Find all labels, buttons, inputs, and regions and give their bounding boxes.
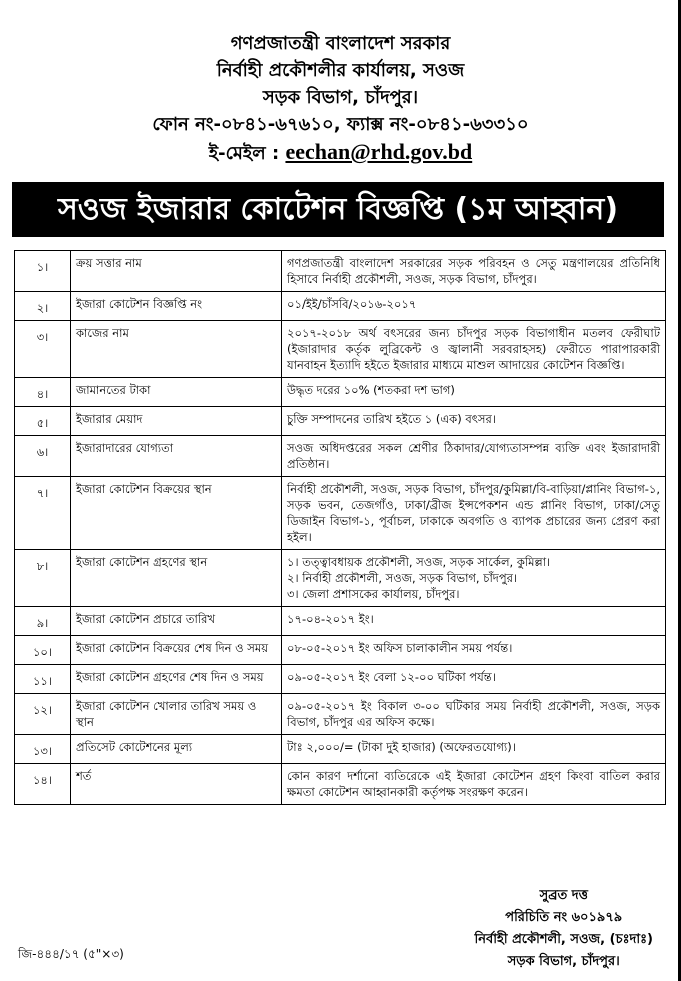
row-value-line: ১। তত্ত্বাবধায়ক প্রকৌশলী, সওজ, সড়ক সার্কেল, কুমিল্লা। [287, 555, 551, 569]
row-value: কোন কারণ দর্শানো ব্যতিরেকে এই ইজারা কোটেশন গ্রহণ কিংবা বাতিল করার ক্ষমতা কোটেশন আহ্বানকারী কর্তৃপক্ষ সংরক্ষণ করেন। [282, 764, 666, 805]
table-row [15, 636, 666, 665]
notice-table [14, 250, 666, 805]
office-name: নির্বাহী প্রকৌশলীর কার্যালয়, সওজ [216, 60, 465, 81]
table-row [15, 378, 666, 407]
row-number: ১২। [15, 694, 71, 735]
row-value: ০৮-০৫-২০১৭ ইং অফিস চালাকালীন সময় পর্যন্ত। [282, 636, 666, 665]
row-number: ১। [15, 251, 71, 292]
row-value-line: ৩। জেলা প্রশাসকের কার্যালয়, চাঁদপুর। [287, 587, 460, 601]
division-name: সড়ক বিভাগ, চাঁদপুর। [262, 87, 419, 108]
row-label: ইজারাদারের যোগ্যতা [71, 436, 282, 477]
signatory-id: পরিচিতি নং ৬০১৯৭৯ [505, 910, 623, 925]
table-row [15, 665, 666, 694]
row-number: ২। [15, 292, 71, 321]
email-line [0, 138, 681, 167]
row-number: ১১। [15, 665, 71, 694]
table-row [15, 550, 666, 607]
table-row [15, 436, 666, 477]
row-value: গণপ্রজাতন্ত্রী বাংলাদেশ সরকারের সড়ক পরিবহন ও সেতু মন্ত্রণালয়ের প্রতিনিধি হিসাবে নির্বাহী প্রকৌশলী, সওজ, সড়ক বিভাগ, চাঁদপুর। [282, 251, 666, 292]
row-label: ইজারা কোটেশন খোলার তারিখ সময় ও স্থান [71, 694, 282, 735]
row-value [282, 550, 666, 607]
row-label: ইজারা কোটেশন গ্রহণের স্থান [71, 550, 282, 607]
row-value: ০৯-০৫-২০১৭ ইং বেলা ১২-০০ ঘটিকা পর্যন্ত। [282, 665, 666, 694]
row-number: ৩। [15, 321, 71, 378]
row-value: উদ্ধৃত দরের ১০% (শতকরা দশ ভাগ) [282, 378, 666, 407]
row-number: ৯। [15, 607, 71, 636]
row-label: জামানতের টাকা [71, 378, 282, 407]
row-number: ৬। [15, 436, 71, 477]
table-row [15, 694, 666, 735]
email-label: ই-মেইল : [208, 143, 280, 164]
signature-block [475, 885, 653, 973]
table-row [15, 321, 666, 378]
row-value: চুক্তি সম্পাদনের তারিখ হইতে ১ (এক) বৎসর। [282, 407, 666, 436]
table-row [15, 764, 666, 805]
row-label: ক্রয় সত্তার নাম [71, 251, 282, 292]
row-label: ইজারা কোটেশন বিজ্ঞপ্তি নং [71, 292, 282, 321]
reference-code: জি-৪৪৪/১৭ (৫"×৩) [18, 947, 124, 961]
table-row [15, 735, 666, 764]
row-number: ১০। [15, 636, 71, 665]
row-value: ০৯-০৫-২০১৭ ইং বিকাল ৩-০০ ঘটিকার সময় নির্বাহী প্রকৌশলী, সওজ, সড়ক বিভাগ, চাঁদপুর এর অফিস কক্ষে। [282, 694, 666, 735]
row-label: ইজারার মেয়াদ [71, 407, 282, 436]
row-value: ২০১৭-২০১৮ অর্থ বৎসরের জন্য চাঁদপুর সড়ক বিভাগাধীন মতলব ফেরীঘাট (ইজারাদার কর্তৃক লুব্রিকেন্ট ও জ্বালানী সরবরাহসহ) ফেরীতে পারাপারকারী যানবাহন ইত্যাদি হইতে ইজারার মাধ্যমে মাশুল আদায়ের কোটেশন বিজ্ঞপ্তি। [282, 321, 666, 378]
signatory-office: সড়ক বিভাগ, চাঁদপুর। [507, 954, 620, 969]
row-number: ৫। [15, 407, 71, 436]
row-value: নির্বাহী প্রকৌশলী, সওজ, সড়ক বিভাগ, চাঁদপুর/কুমিল্লা/বি-বাড়িয়া/প্লানিং বিভাগ-১, সড়ক ভবন, তেজগাঁও, ঢাকা/ব্রীজ ইন্সপেকশন এন্ড প্লানিং বিভাগ, ঢাকা/সেতু ডিজাইন বিভাগ-১, পূর্বাচল, ঢাকাকে অবগতি ও ব্যাপক প্রচারের জন্য প্রেরণ করা হইল। [282, 477, 666, 550]
row-label: ইজারা কোটেশন বিক্রয়ের স্থান [71, 477, 282, 550]
govt-name: গণপ্রজাতন্ত্রী বাংলাদেশ সরকার [230, 33, 451, 54]
row-number: ১৪। [15, 764, 71, 805]
row-label: প্রতিসেট কোটেশনের মূল্য [71, 735, 282, 764]
row-number: ১৩। [15, 735, 71, 764]
email-address[interactable]: eechan@rhd.gov.bd [285, 139, 473, 164]
row-label: কাজের নাম [71, 321, 282, 378]
table-row [15, 251, 666, 292]
signatory-name: সুব্রত দত্ত [539, 888, 588, 903]
row-value: ১৭-০৪-২০১৭ ইং। [282, 607, 666, 636]
contact-numbers: ফোন নং-০৮৪১-৬৭৬১০, ফ্যাক্স নং-০৮৪১-৬৩৩১০ [152, 114, 529, 135]
row-value: সওজ অধিদপ্তরের সকল শ্রেণীর ঠিকাদার/যোগ্যতাসম্পন্ন ব্যক্তি এবং ইজারাদারী প্রতিষ্ঠান। [282, 436, 666, 477]
header [0, 0, 681, 167]
table-row [15, 607, 666, 636]
row-number: ৪। [15, 378, 71, 407]
table-row [15, 477, 666, 550]
row-value: ০১/ইই/চাঁসবি/২০১৬-২০১৭ [282, 292, 666, 321]
notice-title: সওজ ইজারার কোটেশন বিজ্ঞপ্তি (১ম আহ্বান) [12, 182, 664, 237]
row-number: ৭। [15, 477, 71, 550]
table-row [15, 292, 666, 321]
row-label: ইজারা কোটেশন গ্রহণের শেষ দিন ও সময় [71, 665, 282, 694]
row-label: ইজারা কোটেশন প্রচারে তারিখ [71, 607, 282, 636]
row-number: ৮। [15, 550, 71, 607]
row-value-line: ২। নির্বাহী প্রকৌশলী, সওজ, সড়ক বিভাগ, চাঁদপুর। [287, 571, 518, 585]
table-row [15, 407, 666, 436]
row-label: ইজারা কোটেশন বিক্রয়ের শেষ দিন ও সময় [71, 636, 282, 665]
row-value: টাঃ ২,০০০/= (টাকা দুই হাজার) (অফেরতযোগ্য)। [282, 735, 666, 764]
signatory-designation: নির্বাহী প্রকৌশলী, সওজ, (চঃদাঃ) [474, 932, 653, 947]
row-label: শর্ত [71, 764, 282, 805]
